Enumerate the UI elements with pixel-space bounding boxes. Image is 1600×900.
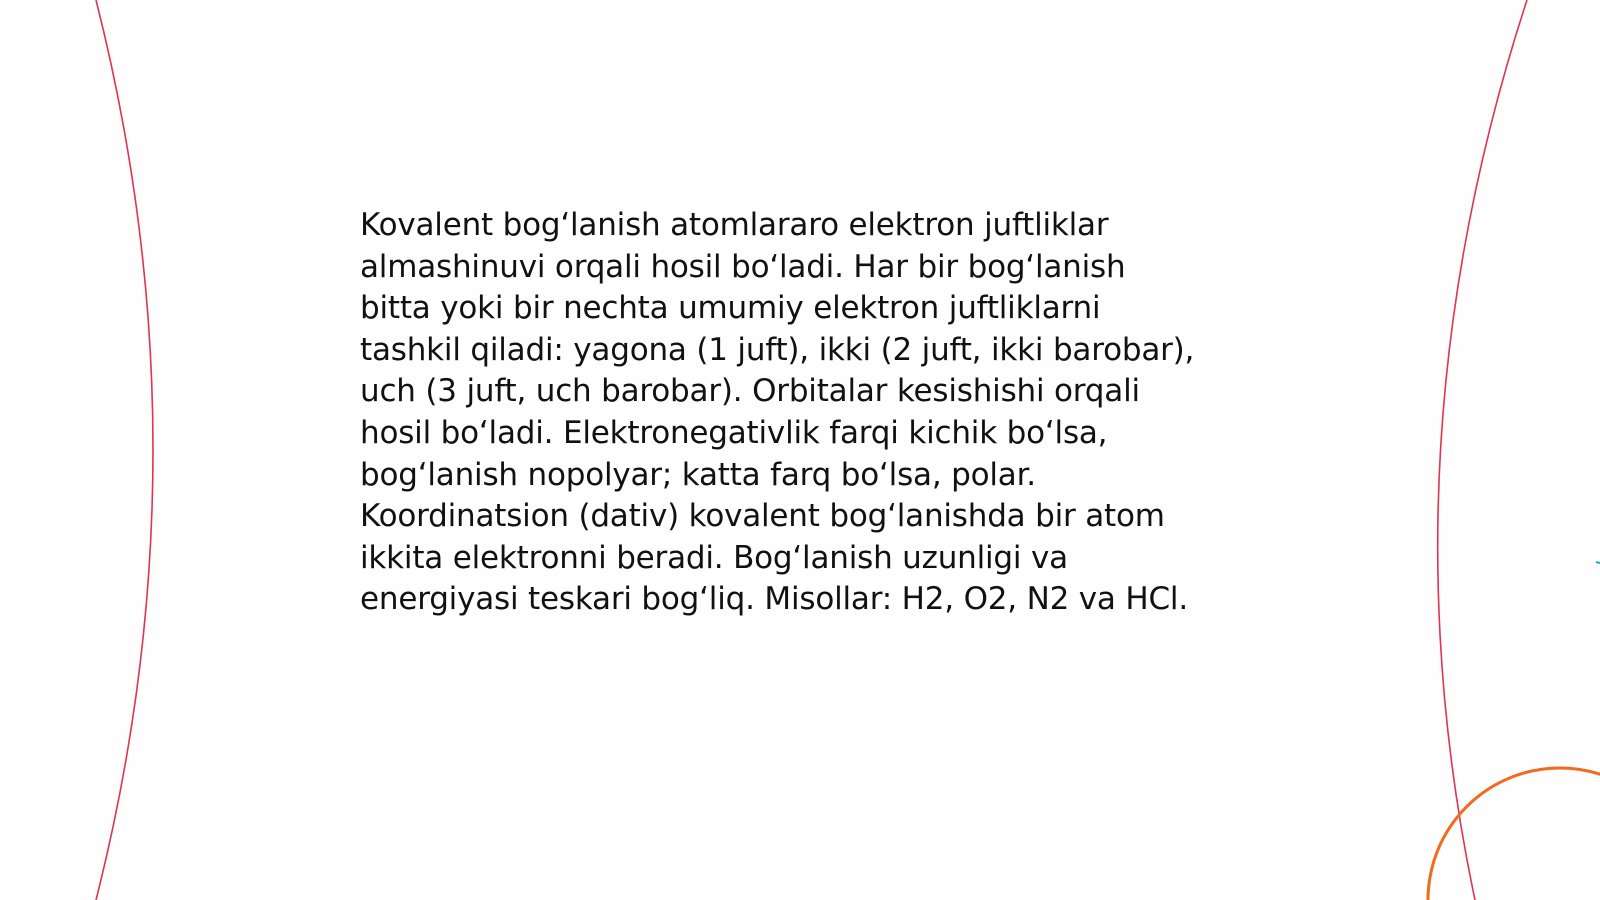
teal-accent-mark [1596, 562, 1600, 563]
orange-arc-circle [1428, 768, 1600, 900]
right-curve-line [1438, 0, 1527, 900]
body-text: Kovalent bogʻlanish atomlararo elektron juftliklar almashinuvi orqali hosil boʻladi. Har bir bogʻlanish bitta yoki bir nechta umumiy elektron juftliklarni tashkil qiladi: yagona (1 juft), ikki (2 juft, ikki barobar), uch (3 juft, uch barobar). Orbitalar kesishishi orqali hosil boʻladi. Elektronegativlik farqi kichik boʻlsa, bogʻlanish nopolyar; katta farq boʻlsa, polar. Koordinatsion (dativ) kovalent bogʻlanishda bir atom ikkita elektronni beradi. Bogʻlanish uzunligi va energiyasi teskari bogʻliq. Misollar: H2, O2, N2 va HCl. [360, 207, 1195, 618]
left-curve-line [96, 0, 153, 900]
